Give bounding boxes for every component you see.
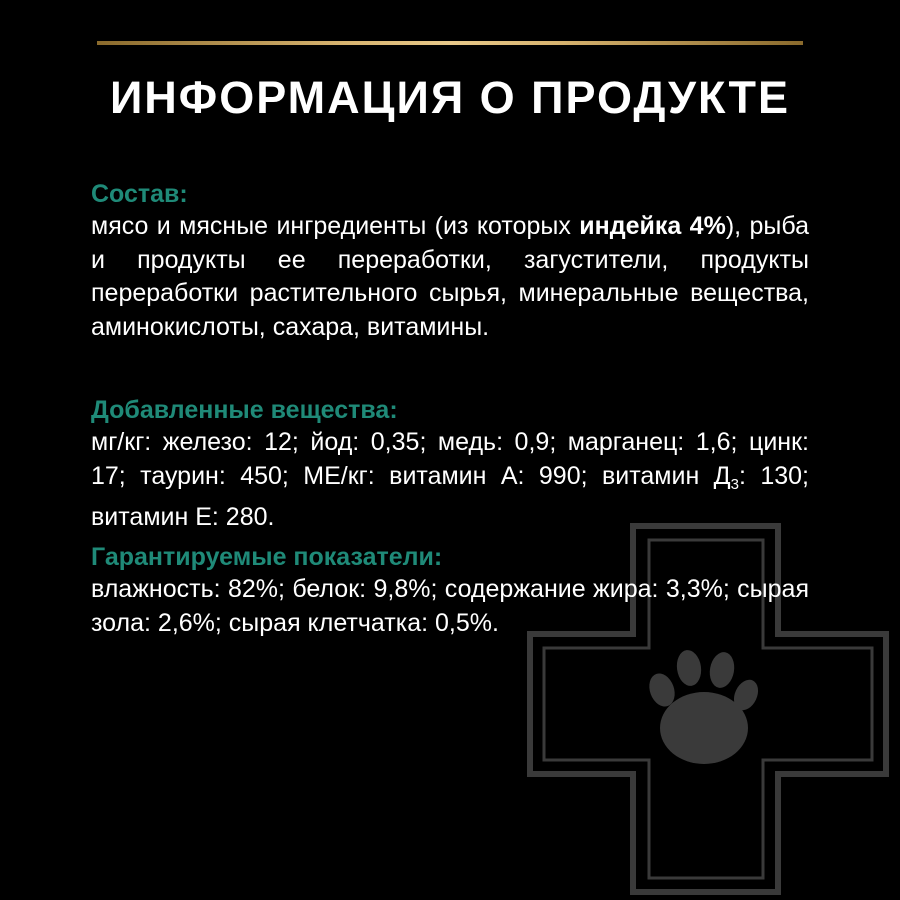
additives-text-end: : 130; витамин Е: 280. <box>91 461 809 531</box>
composition-heading: Состав: <box>91 180 188 208</box>
additives-text <box>91 426 809 535</box>
composition-text-start: мясо и мясные ингредиенты (из которых <box>91 212 580 240</box>
composition-text-end: ), рыба и продукты ее переработки, загустители, продукты переработки растительного сырья, минеральные вещества, аминокислоты, сахара, витамины. <box>91 212 809 341</box>
guaranteed-text: влажность: 82%; белок: 9,8%; содержание жира: 3,3%; сырая зола: 2,6%; сырая клетчатка: 0,5%. <box>91 575 809 637</box>
vitamin-d-subscript: 3 <box>730 475 739 493</box>
guaranteed-heading: Гарантируемые показатели: <box>91 543 443 571</box>
composition-section <box>91 178 809 344</box>
additives-heading: Добавленные вещества: <box>91 396 398 424</box>
gold-divider <box>97 41 803 45</box>
composition-text <box>91 210 809 344</box>
additives-section <box>91 394 809 535</box>
guaranteed-section <box>91 541 809 640</box>
composition-highlight: индейка 4% <box>579 212 726 240</box>
paw-icon <box>645 649 763 764</box>
additives-text-start: мг/кг: железо: 12; йод: 0,35; медь: 0,9; марганец: 1,6; цинк: 17; таурин: 450; МЕ/кг: витамин А: 990; витамин Д <box>91 428 809 490</box>
page-title: ИНФОРМАЦИЯ О ПРОДУКТЕ <box>109 72 791 123</box>
